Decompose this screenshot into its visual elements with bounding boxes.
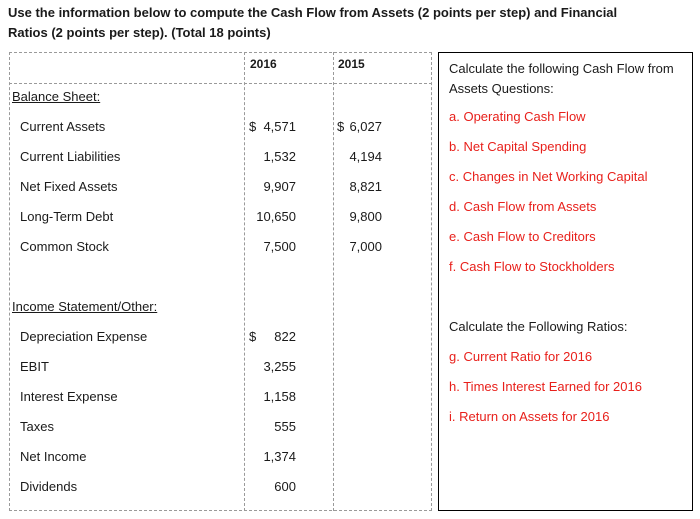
- currency-symbol: $: [249, 119, 257, 134]
- question-item: i. Return on Assets for 2016: [449, 409, 610, 424]
- row-label: Net Income: [20, 449, 87, 464]
- cash-flow-questions-heading: Calculate the following Cash Flow from Assets Questions:: [449, 61, 674, 96]
- row-label: Interest Expense: [20, 389, 118, 404]
- value-2016: 9,907: [263, 179, 296, 194]
- column-divider: [333, 52, 334, 511]
- income-statement-heading: Income Statement/Other:: [12, 299, 158, 314]
- value-2015: 4,194: [349, 149, 382, 164]
- row-label: Taxes: [20, 419, 54, 434]
- value-2016: 3,255: [263, 359, 296, 374]
- value-2015: 6,027: [349, 119, 382, 134]
- row-label: Current Assets: [20, 119, 106, 134]
- value-2016: 600: [274, 479, 296, 494]
- row-label: Net Fixed Assets: [20, 179, 118, 194]
- row-label: Current Liabilities: [20, 149, 121, 164]
- value-2015: 7,000: [349, 239, 382, 254]
- question-item: g. Current Ratio for 2016: [449, 349, 593, 364]
- value-2015: 9,800: [349, 209, 382, 224]
- question-item: a. Operating Cash Flow: [449, 109, 586, 124]
- question-item: h. Times Interest Earned for 2016: [449, 379, 642, 394]
- value-2016: 1,532: [263, 149, 296, 164]
- row-label: EBIT: [20, 359, 49, 374]
- value-2016: 1,374: [263, 449, 296, 464]
- header-divider: [9, 83, 432, 84]
- column-header-2015: 2015: [338, 57, 365, 71]
- currency-symbol: $: [337, 119, 345, 134]
- value-2016: 10,650: [256, 209, 296, 224]
- ratios-heading: Calculate the Following Ratios:: [449, 319, 628, 334]
- assignment-title: Use the information below to compute the Cash Flow from Assets (2 points per step) and Financial Ratios (2 points per step). (Total 18 points): [8, 5, 618, 40]
- row-label: Depreciation Expense: [20, 329, 148, 344]
- question-item: e. Cash Flow to Creditors: [449, 229, 596, 244]
- value-2016: 822: [274, 329, 296, 344]
- row-label: Dividends: [20, 479, 78, 494]
- value-2016: 4,571: [263, 119, 296, 134]
- value-2016: 555: [274, 419, 296, 434]
- question-item: c. Changes in Net Working Capital: [449, 169, 648, 184]
- value-2015: 8,821: [349, 179, 382, 194]
- row-label: Long-Term Debt: [20, 209, 114, 224]
- question-item: f. Cash Flow to Stockholders: [449, 259, 615, 274]
- row-label: Common Stock: [20, 239, 109, 254]
- balance-sheet-heading: Balance Sheet:: [12, 89, 101, 104]
- column-divider: [244, 52, 245, 511]
- question-item: b. Net Capital Spending: [449, 139, 587, 154]
- currency-symbol: $: [249, 329, 257, 344]
- value-2016: 1,158: [263, 389, 296, 404]
- question-item: d. Cash Flow from Assets: [449, 199, 597, 214]
- column-header-2016: 2016: [250, 57, 277, 71]
- value-2016: 7,500: [263, 239, 296, 254]
